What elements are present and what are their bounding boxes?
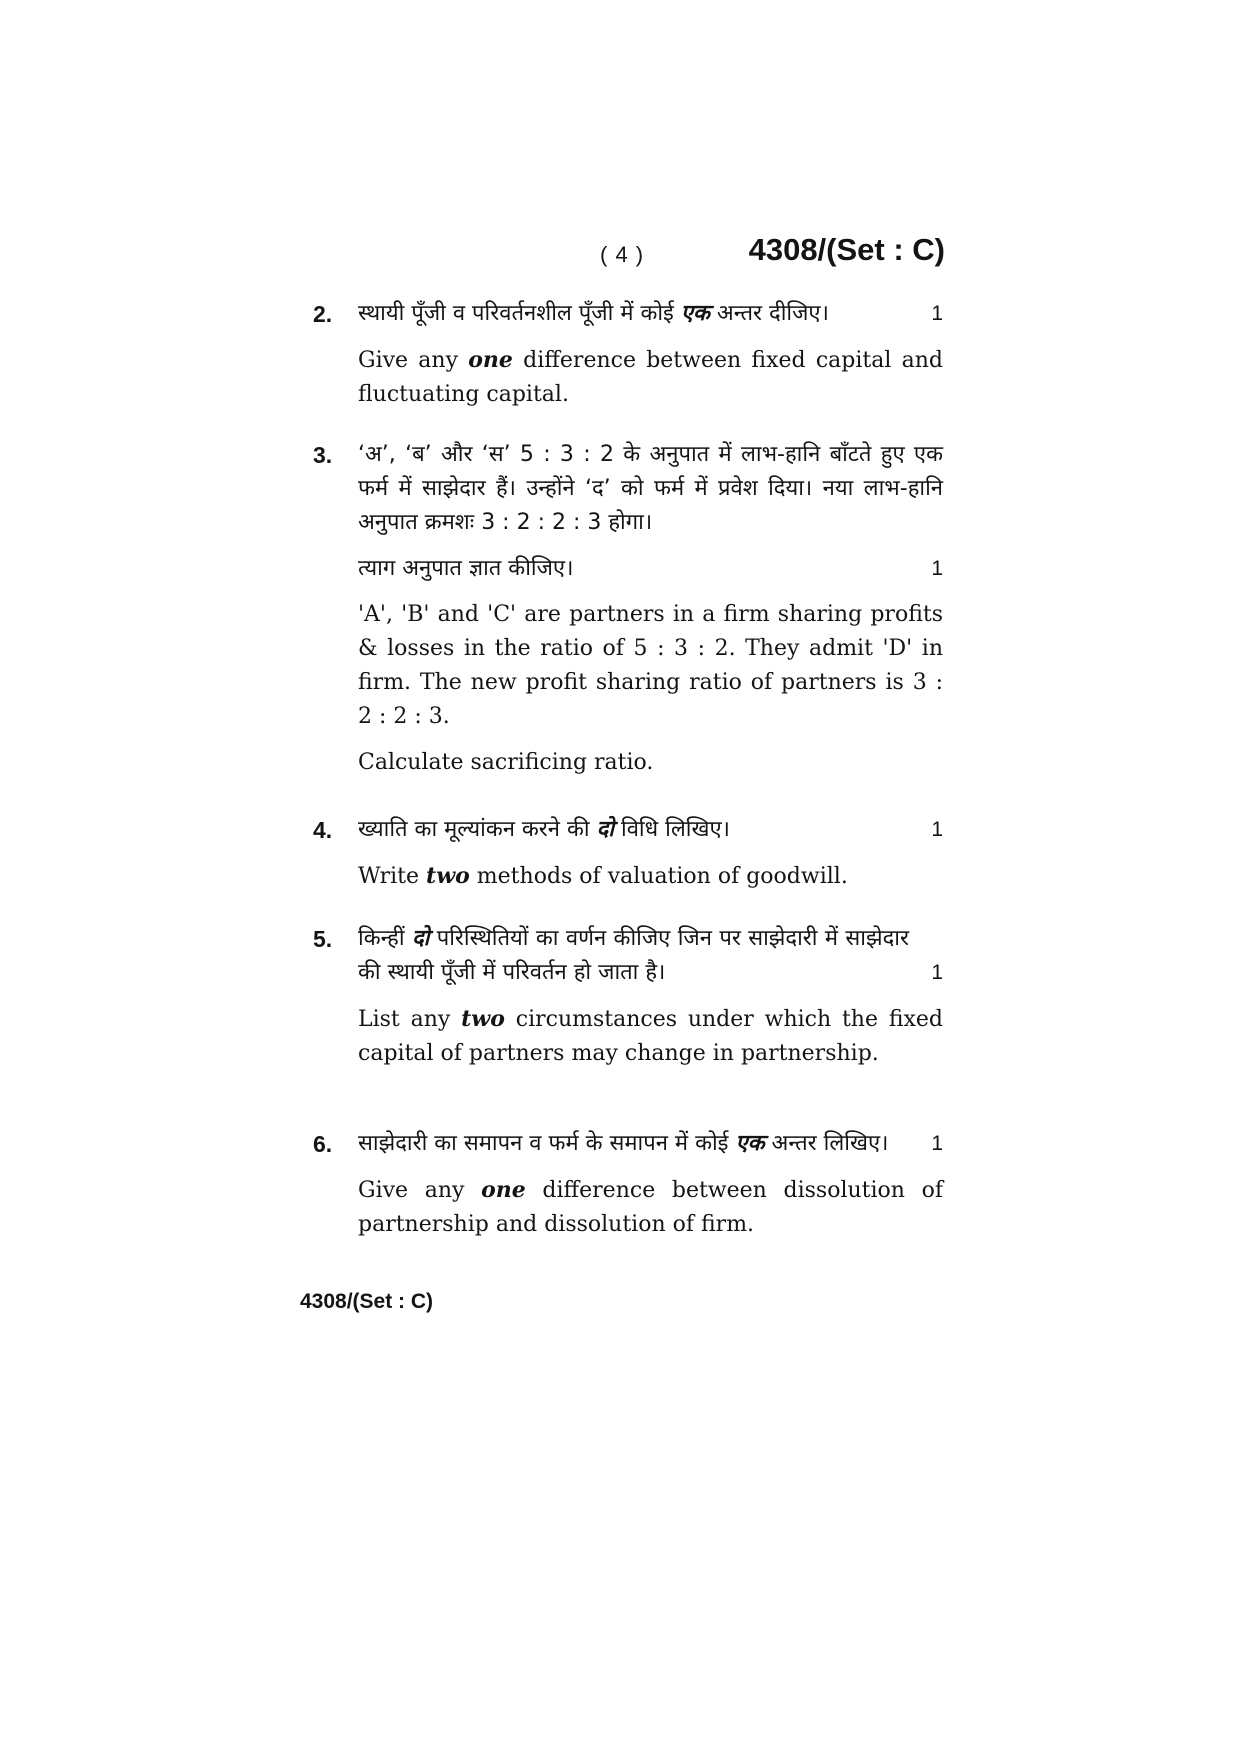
question-number: 3. (313, 442, 333, 468)
hindi-question-text: साझेदारी का समापन व फर्म के समापन में कोई एक अन्तर लिखिए। 1 (358, 1127, 943, 1161)
emphasis-word: दो (411, 926, 430, 951)
marks: 1 (931, 961, 943, 984)
english-question-text: Give any one difference between fixed capital and fluctuating capital. (358, 347, 943, 407)
emphasis-word: एक (680, 301, 710, 326)
marks: 1 (931, 557, 943, 580)
question-body (358, 438, 943, 780)
question-number: 5. (313, 926, 333, 952)
marks: 1 (931, 302, 943, 325)
hindi-question-text: ख्याति का मूल्यांकन करने की दो विधि लिखिए। 1 (358, 813, 943, 847)
marks: 1 (931, 818, 943, 841)
question-body (358, 1127, 943, 1242)
english-question-text: List any two circumstances under which the fixed capital of partners may change in partnership. (358, 1006, 943, 1066)
english-instruction: Calculate sacrificing ratio. (358, 750, 654, 775)
emphasis-word: एक (735, 1131, 765, 1156)
hindi-question-text: किन्हीं दो परिस्थितियों का वर्णन कीजिए जिन पर साझेदारी में साझेदार की स्थायी पूँजी में परिवर्तन हो जाता है। 1 (358, 922, 943, 990)
emphasis-word: one (481, 1177, 526, 1203)
question-number: 4. (313, 817, 333, 843)
emphasis-word: two (426, 863, 470, 889)
paper-code-footer: 4308/(Set : C) (300, 1290, 434, 1313)
paper-code-header: 4308/(Set : C) (748, 232, 945, 267)
emphasis-word: two (461, 1006, 505, 1032)
question-body (358, 813, 943, 894)
marks: 1 (931, 1132, 943, 1155)
emphasis-word: दो (596, 817, 614, 842)
question-number: 6. (313, 1131, 333, 1157)
hindi-question-text: स्थायी पूँजी व परिवर्तनशील पूँजी में कोई एक अन्तर दीजिए। 1 (358, 297, 943, 331)
question-body (358, 297, 943, 412)
english-question-text: 'A', 'B' and 'C' are partners in a firm sharing profits & losses in the ratio of 5 : 3 : 2. They admit 'D' in firm. The new profit sharing ratio of partners is 3 : 2 : 2 : 3. (358, 602, 943, 729)
english-question-text: Give any one difference between dissolution of partnership and dissolution of firm. (358, 1177, 943, 1237)
english-question-text: Write two methods of valuation of goodwill. (358, 863, 848, 889)
page-number: ( 4 ) (600, 242, 645, 267)
hindi-instruction: त्याग अनुपात ज्ञात कीजिए। 1 (358, 552, 943, 586)
hindi-question-text: ‘अ’, ‘ब’ और ‘स’ 5 : 3 : 2 के अनुपात में लाभ-हानि बाँटते हुए एक फर्म में साझेदार हैं। उन्होंने ‘द’ को फर्म में प्रवेश दिया। नया लाभ-हानि अनुपात क्रमशः 3 : 2 : 2 : 3 होगा। (358, 442, 943, 535)
question-body (358, 922, 943, 1071)
page-header (600, 232, 945, 278)
question-number: 2. (313, 301, 333, 327)
emphasis-word: one (468, 347, 513, 373)
